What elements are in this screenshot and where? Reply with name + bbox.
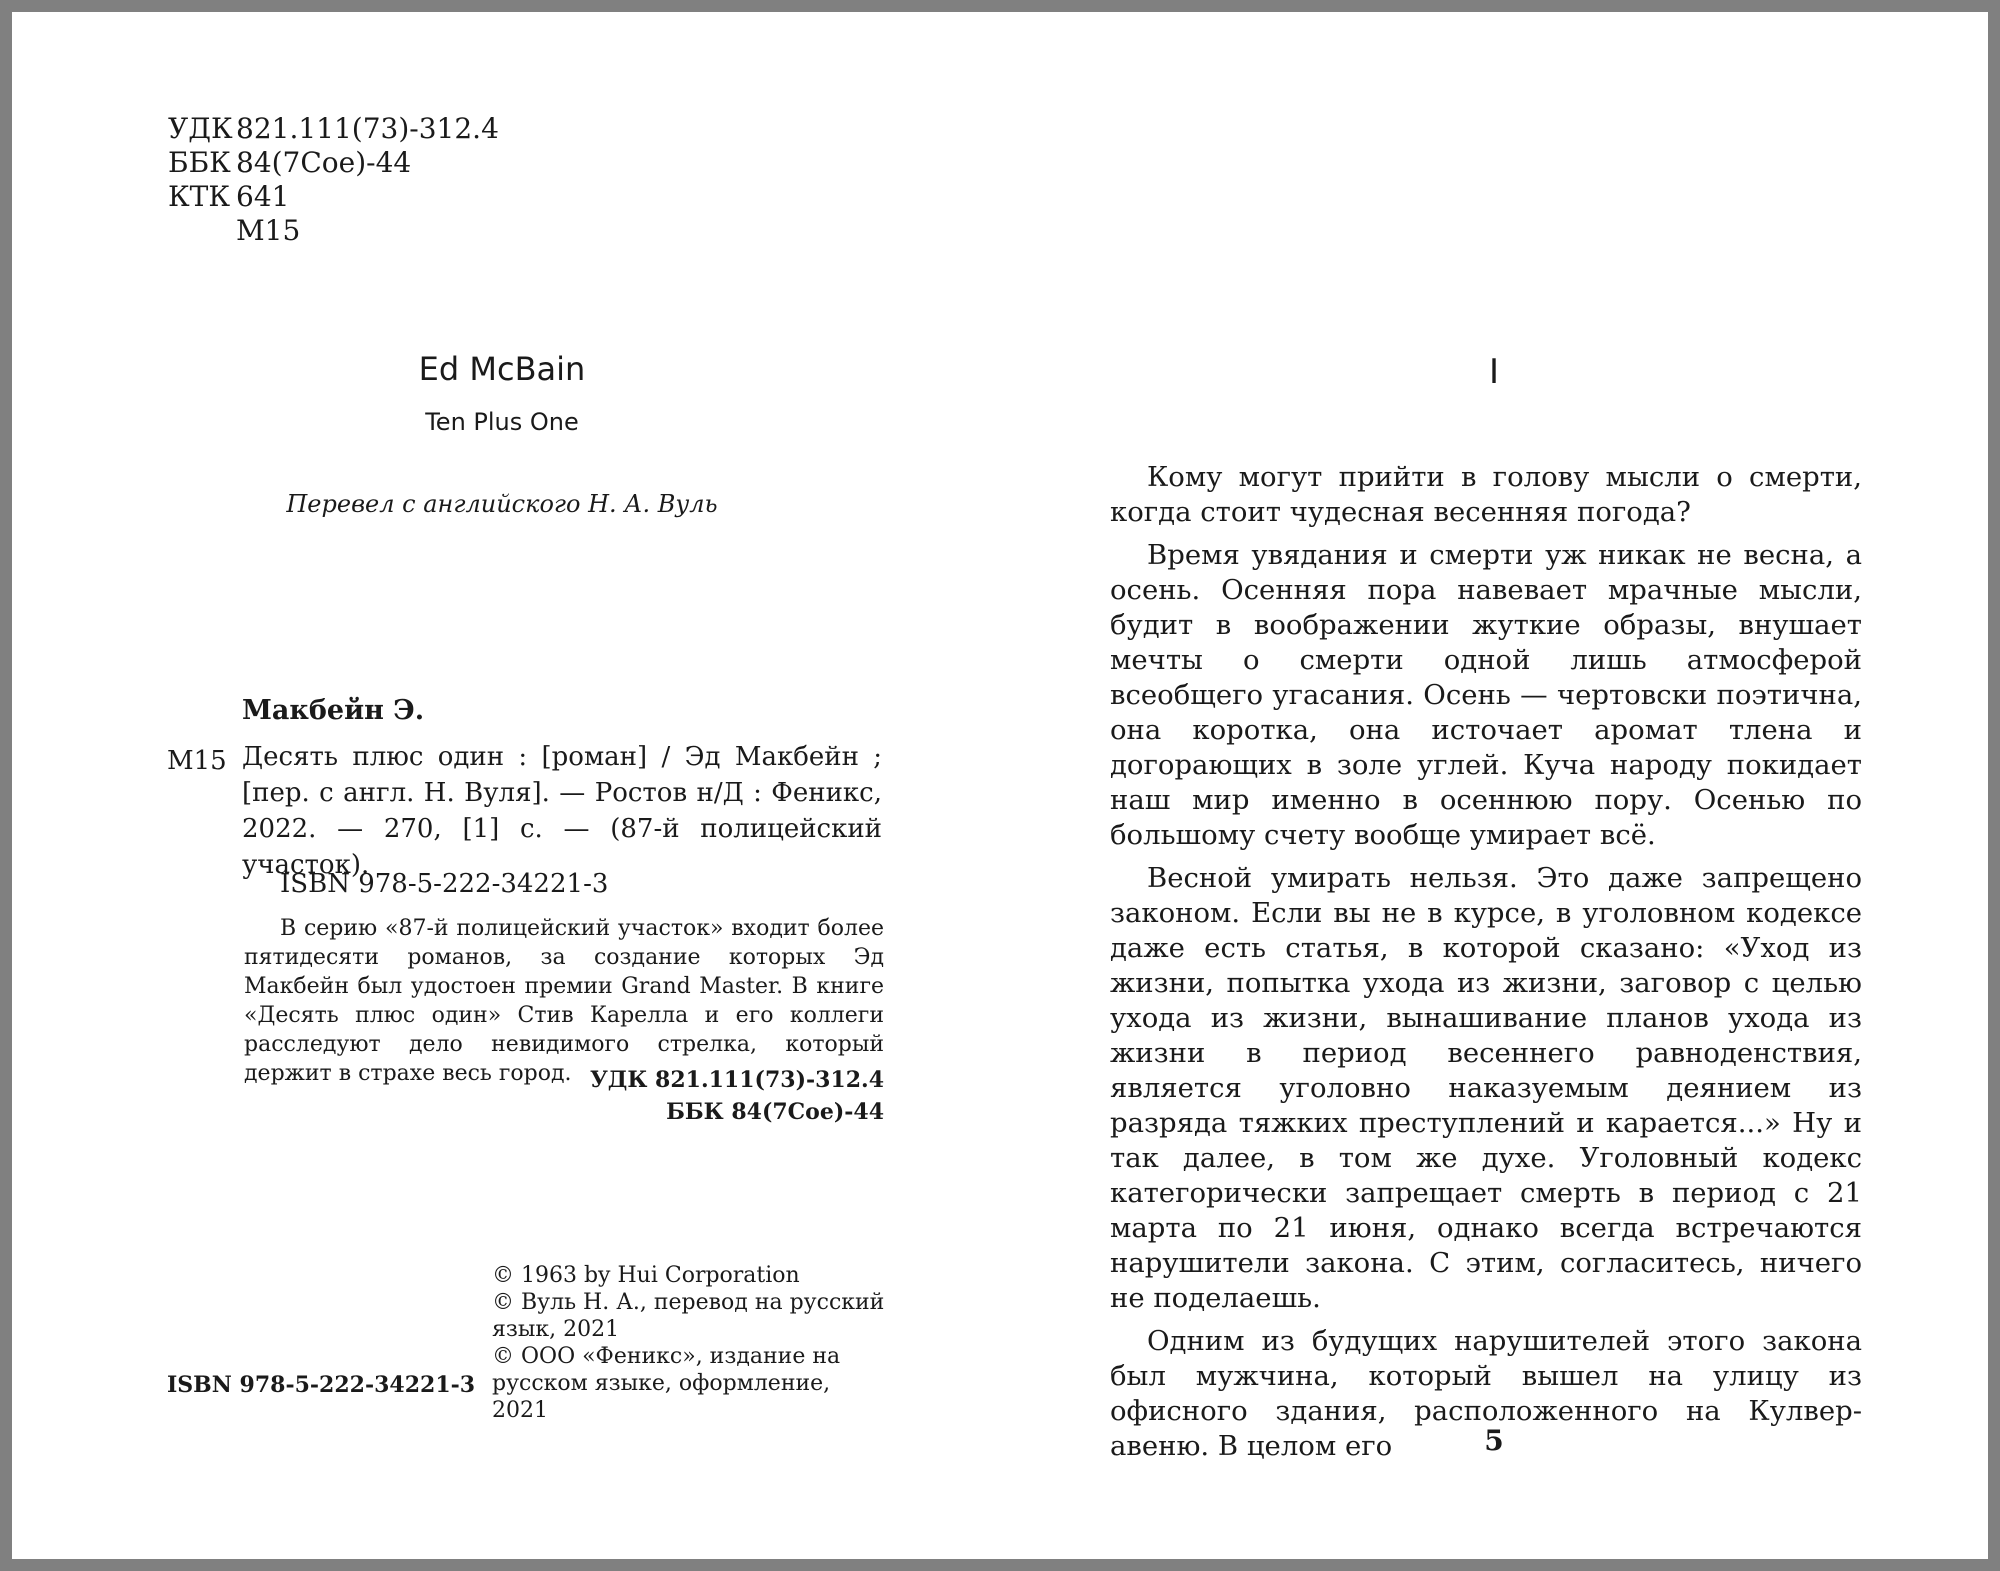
udk-label: УДК — [168, 112, 233, 145]
bbk-label: ББК — [168, 146, 231, 179]
book-spread — [12, 12, 1988, 1559]
udk-value: 821.111(73)-312.4 — [236, 112, 499, 145]
author-mark-value: М15 — [236, 214, 301, 247]
author-mark-label — [168, 214, 236, 248]
chapter-number: I — [1488, 352, 1500, 392]
bibliographic-class-codes — [512, 1064, 884, 1128]
paragraph: Кому могут прийти в голову мысли о смерти, когда стоит чудесная весенняя погода? — [1110, 461, 1862, 528]
paragraph: Одним из будущих нарушителей этого закона был мужчина, который вышел на улицу из офисного здания, расположенного на Кулвер-авеню. В целом его — [1110, 1325, 1862, 1462]
paragraph: Время увядания и смерти уж никак не весна, а осень. Осенняя пора навевает мрачные мысли, будит в воображении жуткие образы, внушает мечты о смерти одной лишь атмосферой всеобщего угасания. Осень — чертовски поэтична, она коротка, она источает аромат тлена и догорающих в золе углей. Куча народу покидает наш мир именно в осеннюю пору. Осенью по большому счету вообще умирает всё. — [1110, 539, 1862, 851]
classification-codes — [168, 112, 499, 248]
bbk-row — [168, 146, 499, 180]
copyright-original: © 1963 by Hui Corporation — [492, 1263, 800, 1288]
copyright-publisher: © ООО «Феникс», издание на русском языке, оформление, 2021 — [492, 1344, 841, 1423]
body-text — [1110, 460, 1862, 1472]
text-page — [1000, 12, 1988, 1559]
original-author: Ed McBain — [418, 350, 586, 388]
ktk-value: 641 — [236, 180, 290, 213]
translator-credit: Перевел с английского Н. А. Вуль — [286, 490, 718, 518]
paragraph: Весной умирать нельзя. Это даже запрещено законом. Если вы не в курсе, в уголовном кодексе даже есть статья, в которой сказано: «Уход из жизни, попытка ухода из жизни, заговор с целью ухода из жизни, вынашивание планов ухода из жизни в период весеннего равноденствия, является уголовно наказуемым деянием из разряда тяжких преступлений и карается...» Ну и так далее, в том же духе. Уголовный кодекс категорически запрещает смерть в период с 21 марта по 21 июня, однако всегда встречаются нарушители закона. С этим, согласитесь, ничего не поделаешь. — [1110, 862, 1862, 1314]
bibliographic-description: Десять плюс один : [роман] / Эд Макбейн ; [пер. с англ. Н. Вуля]. — Ростов н/Д : Феникс, 2022. — 270, [1] с. — (87-й полицейский участок). — [242, 742, 882, 880]
copyright-notices — [492, 1262, 892, 1424]
copyright-translation: © Вуль Н. А., перевод на русский язык, 2021 — [492, 1290, 885, 1342]
bibliographic-code: М15 — [167, 746, 227, 776]
page-number: 5 — [1484, 1424, 1504, 1457]
isbn-bottom: ISBN 978-5-222-34221-3 — [167, 1372, 476, 1398]
bibliographic-isbn: ISBN 978-5-222-34221-3 — [280, 869, 609, 899]
copyright-page — [12, 12, 1000, 1559]
original-title: Ten Plus One — [425, 408, 579, 436]
bibliographic-udk: УДК 821.111(73)-312.4 — [589, 1067, 884, 1093]
bibliographic-author: Макбейн Э. — [242, 695, 425, 726]
bbk-value: 84(7Сое)-44 — [236, 146, 412, 179]
author-mark-row — [168, 214, 499, 248]
annotation: В серию «87-й полицейский участок» входит более пятидесяти романов, за создание которых Эд Макбейн был удостоен премии Grand Master. В книге «Десять плюс один» Стив Карелла и его коллеги расследуют дело невидимого стрелка, который держит в страхе весь город. — [244, 916, 884, 1086]
bibliographic-bbk: ББК 84(7Сое)-44 — [666, 1099, 884, 1125]
ktk-label: КТК — [168, 180, 231, 213]
ktk-row — [168, 180, 499, 214]
udk-row — [168, 112, 499, 146]
